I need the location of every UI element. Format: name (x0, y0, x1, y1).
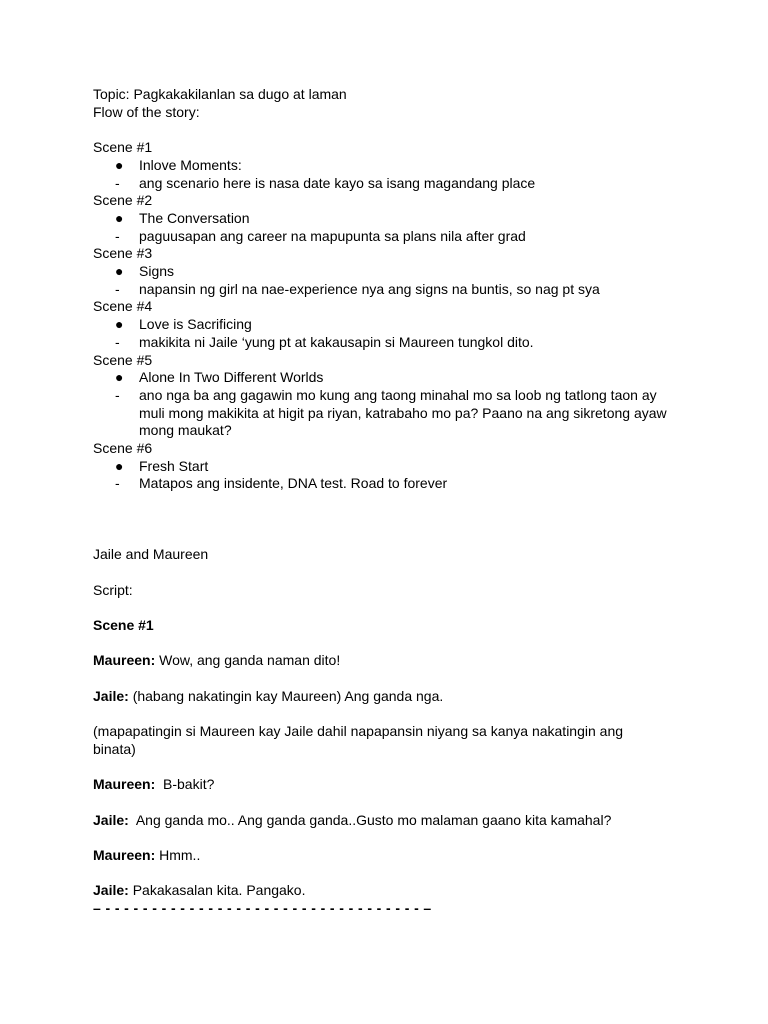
bullet-icon: ● (115, 369, 124, 386)
dialogue-text: (habang nakatingin kay Maureen) Ang ganda nga. (128, 687, 444, 704)
scene-title: The Conversation (139, 209, 250, 226)
scene-title-item (93, 263, 693, 281)
scene-heading: Scene #5 (93, 351, 153, 368)
speaker-name: Jaile: (93, 687, 129, 704)
flow-heading: Flow of the story: (93, 103, 200, 120)
speaker-name: Maureen: (93, 846, 156, 863)
scene-description: napansin ng girl na nae-experience nya ang signs na buntis, so nag pt sya (139, 280, 600, 297)
speaker-name: Jaile: (93, 811, 129, 828)
dialogue-line (93, 688, 693, 706)
bullet-icon: ● (115, 209, 124, 226)
scene-heading: Scene #4 (93, 298, 153, 315)
dash-marker: - (115, 386, 120, 403)
dialogue-line (93, 882, 693, 900)
characters-line: Jaile and Maureen (93, 546, 209, 563)
scene-heading: Scene #3 (93, 245, 153, 262)
scene-title: Alone In Two Different Worlds (139, 369, 324, 386)
blank-line (93, 599, 693, 617)
blank-space (93, 493, 693, 546)
blank-line (93, 564, 693, 582)
dialogue-text: B-bakit? (155, 776, 215, 793)
scene-desc-item (93, 475, 693, 493)
scene-heading: Scene #1 (93, 139, 153, 156)
speaker-name: Maureen: (93, 652, 156, 669)
dialogue-line (93, 812, 693, 830)
dialogue-text: Hmm.. (155, 846, 201, 863)
stage-direction-text: (mapapatingin si Maureen kay Jaile dahil napapansin niyang sa kanya nakatingin ang binata) (93, 723, 624, 757)
scene-description: ang scenario here is nasa date kayo sa isang magandang place (139, 174, 536, 191)
blank-line (93, 794, 693, 812)
scene-description: Matapos ang insidente, DNA test. Road to forever (139, 475, 448, 492)
dash-marker: - (115, 280, 120, 297)
blank-line (93, 759, 693, 777)
scene-title-item (93, 316, 693, 334)
scene-title: Inlove Moments: (139, 156, 242, 173)
scene-desc-item (93, 387, 693, 440)
blank-line (93, 121, 693, 139)
speaker-name: Jaile: (93, 882, 129, 899)
dialogue-text: Wow, ang ganda naman dito! (155, 652, 341, 669)
scene-title-item (93, 458, 693, 476)
scene-description: paguusapan ang career na mapupunta sa plans nila after grad (139, 227, 526, 244)
bullet-icon: ● (115, 263, 124, 280)
scene-desc-item (93, 175, 693, 193)
script-scene-heading (93, 617, 693, 635)
document-body (93, 86, 693, 918)
dash-marker: - (115, 333, 120, 350)
dialogue-text: Ang ganda mo.. Ang ganda ganda..Gusto mo malaman gaano kita kamahal? (128, 811, 612, 828)
topic-line: Topic: Pagkakakilanlan sa dugo at laman (93, 86, 347, 102)
dash-marker: - (115, 227, 120, 244)
scene-divider: – - - - - - - - - - - - - - - - - - - - - - - - - - - - - - - - - - - – (93, 900, 432, 917)
stage-direction (93, 723, 638, 758)
scene-title-item (93, 210, 693, 228)
scene-desc-item (93, 334, 693, 352)
scene-title-item (93, 369, 693, 387)
blank-line (93, 829, 693, 847)
scene-title: Love is Sacrificing (139, 316, 252, 333)
blank-line (93, 865, 693, 883)
dialogue-line (93, 776, 693, 794)
bullet-icon: ● (115, 316, 124, 333)
scene-description: makikita ni Jaile ‘yung pt at kakausapin si Maureen tungkol dito. (139, 333, 534, 350)
dialogue-line (93, 847, 693, 865)
scene-description: ano nga ba ang gagawin mo kung ang taong minahal mo sa loob ng tatlong taon ay muli mong makikita at higit pa riyan, katrabaho mo pa? Paano na ang sikretong ayaw mong maukat? (139, 386, 667, 439)
blank-line (93, 635, 693, 653)
speaker-name: Maureen: (93, 776, 156, 793)
dialogue-text: Pakakasalan kita. Pangako. (128, 882, 306, 899)
bullet-icon: ● (115, 457, 124, 474)
dialogue-line (93, 652, 693, 670)
dash-marker: - (115, 475, 120, 492)
script-label: Script: (93, 581, 133, 598)
scene-desc-item (93, 281, 693, 299)
blank-line (93, 705, 693, 723)
script-scene-title: Scene #1 (93, 616, 154, 633)
blank-line (93, 670, 693, 688)
scene-desc-item (93, 228, 693, 246)
bullet-icon: ● (115, 156, 124, 173)
scene-heading: Scene #2 (93, 192, 153, 209)
scene-title: Signs (139, 263, 175, 280)
scene-heading: Scene #6 (93, 440, 153, 457)
scene-title: Fresh Start (139, 457, 209, 474)
dash-marker: - (115, 174, 120, 191)
scene-title-item (93, 157, 693, 175)
